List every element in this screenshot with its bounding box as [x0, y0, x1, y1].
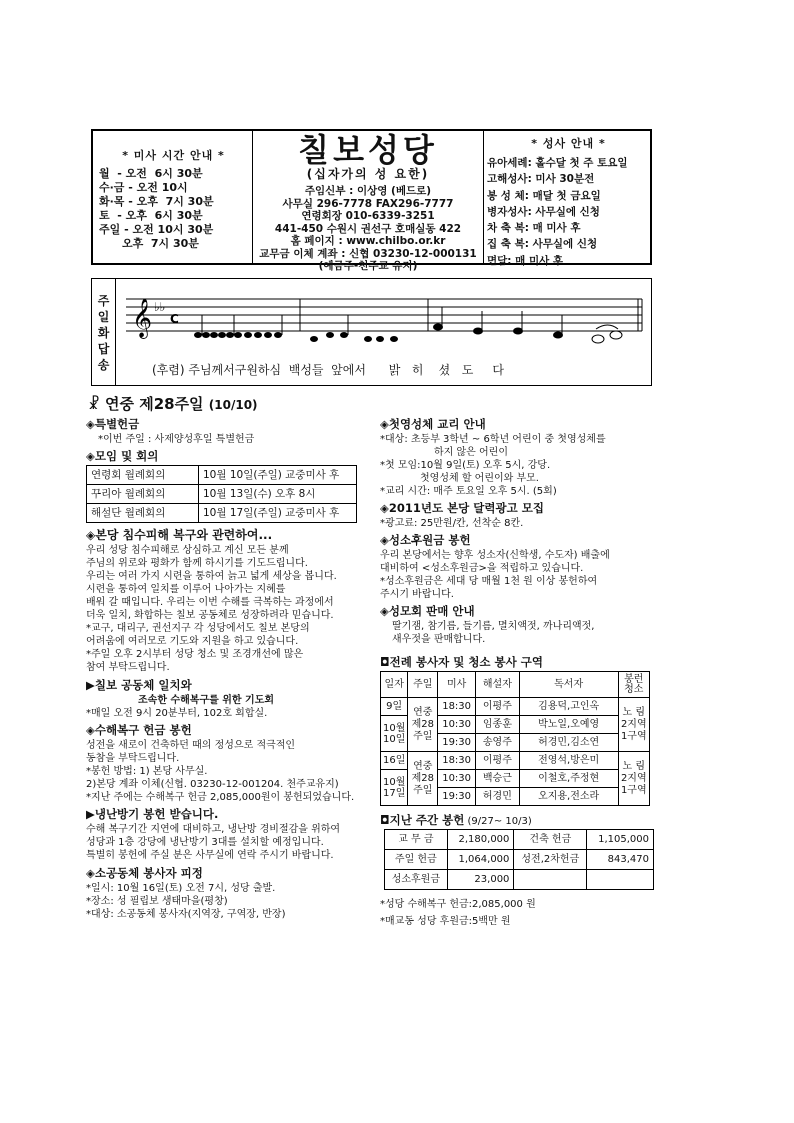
column-header: 미사	[438, 672, 476, 698]
mass-time-cell: 10:30	[438, 716, 476, 734]
communion-line: *대상: 초등부 3학년 ~ 6학년 어린이 중 첫영성체를	[380, 434, 606, 445]
donation-line: 동참을 부탁드립니다.	[86, 753, 180, 764]
commentator-cell: 이평주	[476, 752, 520, 770]
table-row	[385, 830, 654, 850]
date-cell: 16일	[381, 752, 408, 770]
meetings-table	[86, 465, 357, 523]
sacrament-row: 병자성사: 사무실에 신청	[487, 205, 600, 218]
mass-time-row: 수·금 - 오전 10시	[99, 181, 188, 194]
music-notes	[194, 324, 563, 343]
date-cell: 10월 17일	[381, 770, 408, 806]
vocation-line: 주시기 바랍니다.	[380, 589, 454, 600]
sacrament-row: 집 축 복: 사무실에 신청	[487, 238, 598, 251]
sunday-cell: 연중 제28 주일	[408, 752, 438, 806]
mass-times-panel	[93, 131, 253, 263]
flood-line: 시련을 통하여 일치를 이루어 나아가는 지혜를	[86, 584, 286, 595]
reader-cell: 허경민,김소연	[519, 734, 618, 752]
table-row	[385, 850, 654, 870]
offering-label: 주일 헌금	[385, 850, 448, 870]
offering-label: 성소후원금	[385, 870, 448, 890]
sunday-cell: 연중 제28 주일	[408, 698, 438, 752]
mass-time-row: 화·목 - 오후 7시 30분	[99, 195, 214, 208]
retreat-line: *일시: 10월 16일(토) 오전 7시, 성당 출발.	[86, 883, 276, 894]
meeting-time: 10월 10일(주일) 교중미사 후	[199, 466, 357, 485]
aircon-line: 특별히 봉헌에 주실 분은 사무실에 연락 주시기 바랍니다.	[86, 850, 334, 861]
mass-time-cell: 19:30	[438, 734, 476, 752]
table-row	[87, 485, 357, 504]
offering-table	[384, 829, 654, 890]
mass-time-cell: 19:30	[438, 788, 476, 806]
flood-line: 더욱 일치, 화합하는 칠보 공동체로 성장하려라 믿습니다.	[86, 610, 334, 621]
retreat-line: *장소: 성 필립보 생태마을(평창)	[86, 896, 228, 907]
special-offering-text: *이번 주일 : 사제양성후일 특별헌금	[98, 434, 255, 445]
church-info-line: 교무금 이체 계좌 : 신협 03230-12-000131	[259, 247, 477, 260]
mass-time-cell: 18:30	[438, 752, 476, 770]
commentator-cell: 백승근	[476, 770, 520, 788]
offering-amount: 23,000	[447, 870, 514, 890]
retreat-heading: ◈소공동체 봉사자 피정	[86, 866, 203, 880]
special-offering-heading: ◈특별헌금	[86, 417, 140, 431]
music-staff	[118, 285, 648, 357]
church-name: 칠보성당	[298, 131, 438, 169]
offering-heading: ◘지난 주간 봉헌	[380, 813, 465, 827]
meeting-name: 해설단 월례회의	[87, 504, 199, 523]
meeting-time: 10월 17일(주일) 교중미사 후	[199, 504, 357, 523]
offering-label: 건축 헌금	[514, 830, 587, 850]
psalm-side-char: 주	[97, 294, 110, 308]
retreat-line: *대상: 소공동체 봉사자(지역장, 구역장, 반장)	[86, 909, 286, 920]
reader-cell: 이철호,주정현	[519, 770, 618, 788]
donation-heading: ◈수해복구 헌금 봉헌	[86, 723, 192, 737]
psalm-lyrics: (후렴) 주님께서구원하심 백성들 앞에서 밝 히 셨 도 다	[152, 363, 504, 377]
cleaning-cell: 노 림 2지역 1구역	[618, 698, 649, 752]
flood-line: 참여 부탁드립니다.	[86, 662, 170, 673]
mass-time-cell: 18:30	[438, 698, 476, 716]
aircon-line: 성당과 1층 강당에 냉난방기 3대를 설치할 예정입니다.	[86, 837, 324, 848]
donation-line: *지난 주에는 수해복구 헌금 2,085,000원이 봉헌되었습니다.	[86, 792, 355, 803]
church-patron: (십자가의 성 요한)	[306, 167, 430, 181]
commentator-cell: 이평주	[476, 698, 520, 716]
sacraments-title: * 성사 안내 *	[531, 137, 606, 150]
table-header-row	[381, 672, 650, 698]
communion-line: 하지 않은 어린이	[434, 447, 508, 458]
offering-period: (9/27~ 10/3)	[467, 816, 532, 827]
psalm-side-char: 일	[97, 310, 110, 324]
offering-amount	[587, 870, 654, 890]
column-header: 주일	[408, 672, 438, 698]
date-cell: 10월 10일	[381, 716, 408, 752]
key-signature: ♭♭	[154, 300, 166, 314]
offering-label: 성전,2차헌금	[514, 850, 587, 870]
table-row	[381, 752, 650, 770]
sunday-name: 연중 제28주일	[105, 395, 204, 413]
meeting-time: 10월 13일(수) 오후 8시	[199, 485, 357, 504]
table-row	[385, 870, 654, 890]
flood-line: *주일 오후 2시부터 성당 청소 및 조경개선에 많은	[86, 649, 304, 660]
church-info-line: 연령회장 010-6339-3251	[301, 210, 435, 222]
column-header: 독서자	[519, 672, 618, 698]
church-info-line: 441-450 수원시 권선구 호매실동 422	[274, 222, 462, 235]
mass-time-row: 월 - 오전 6시 30분	[99, 167, 203, 180]
date-cell: 9일	[381, 698, 408, 716]
communion-line: 첫영성체 할 어린이와 부모.	[420, 473, 539, 484]
calendar-ad-heading: ◈2011년도 본당 달력광고 모집	[380, 501, 544, 515]
sacrament-row: 면담: 매 미사 후	[487, 254, 564, 267]
servers-heading: ◘전례 봉사자 및 청소 봉사 구역	[380, 655, 543, 669]
time-signature: C	[170, 312, 179, 326]
church-info-line: 주임신부 : 이상영 (베드로)	[304, 185, 432, 197]
offering-label: 교 무 금	[385, 830, 448, 850]
offering-amount: 843,470	[587, 850, 654, 870]
treble-clef: 𝄞	[132, 298, 153, 338]
mass-times-title: * 미사 시간 안내 *	[122, 149, 225, 162]
vocation-line: 우리 본당에서는 향후 성소자(신학생, 수도자) 배출에	[380, 550, 610, 561]
reader-cell: 김용덕,고인옥	[519, 698, 618, 716]
offering-amount: 1,064,000	[447, 850, 514, 870]
offering-amount: 2,180,000	[447, 830, 514, 850]
flood-line: 배워 갈 때입니다. 우리는 이번 수해를 극복하는 과정에서	[86, 597, 334, 608]
reader-cell: 오지용,전소라	[519, 788, 618, 806]
mass-time-row: 토 - 오후 6시 30분	[99, 209, 203, 222]
sunday-title	[88, 393, 258, 414]
psalm-side-char: 송	[97, 358, 110, 372]
reader-cell: 박노일,오예영	[519, 716, 618, 734]
sacrament-row: 봉 성 체: 매달 첫 금요일	[487, 189, 601, 202]
servers-table	[380, 671, 650, 806]
commentator-cell: 임종훈	[476, 716, 520, 734]
church-homepage: 홈 페이지 : www.chilbo.or.kr	[290, 235, 446, 247]
flood-line: 우리는 여러 가지 시련을 통하여 늙고 넓게 세상을 봅니다.	[86, 571, 337, 582]
aircon-line: 수해 복구기간 지연에 대비하고, 냉난방 경비절감을 위하여	[86, 824, 341, 835]
sacrament-row: 차 축 복: 매 미사 후	[487, 222, 581, 235]
chi-rho-icon: ☧	[88, 395, 100, 413]
psalm-side-char: 화	[97, 326, 110, 340]
offering-note: *매교동 성당 후원금:5백만 원	[380, 916, 511, 927]
commentator-cell: 허경민	[476, 788, 520, 806]
psalm-side-label	[92, 279, 116, 385]
sacrament-row: 유아세례: 홀수달 첫 주 토요일	[487, 157, 628, 169]
psalm-side-char: 답	[97, 342, 110, 356]
prayer-text: *매일 오전 9시 20분부터, 102호 회합실.	[86, 708, 268, 719]
mass-time-row: 주일 - 오전 10시 30분	[99, 223, 214, 236]
left-column	[86, 416, 374, 921]
calendar-ad-text: *광고료: 25만원/칸, 선착순 8칸.	[380, 518, 524, 529]
vocation-line: 대비하여 <성소후원금>을 적립하고 있습니다.	[380, 563, 584, 574]
sacrament-row: 고해성사: 미사 30분전	[487, 173, 595, 186]
right-column	[380, 416, 660, 928]
bazaar-line: 딸기잼, 참기름, 들기름, 멸치액젓, 까나리액젓,	[392, 621, 595, 632]
communion-heading: ◈첫영성체 교리 안내	[380, 417, 486, 431]
offering-note: *성당 수해복구 헌금:2,085,000 원	[380, 899, 536, 910]
prayer-subheading: 조속한 수해복구를 위한 기도회	[138, 695, 275, 706]
column-header: 봉런 청소	[618, 672, 649, 698]
bazaar-line: 새우젓을 판매합니다.	[392, 634, 486, 645]
aircon-heading: ▶냉난방기 봉헌 받습니다.	[86, 807, 219, 821]
flood-line: 어려움에 여러모로 기도와 지원을 하고 있습니다.	[86, 636, 299, 647]
psalm-music-box	[91, 278, 652, 386]
column-header: 일자	[381, 672, 408, 698]
church-info-line: 사무실 296-7778 FAX296-7777	[282, 197, 454, 210]
vocation-heading: ◈성소후원금 봉헌	[380, 533, 471, 547]
communion-line: *첫 모임:10월 9일(토) 오후 5시, 강당.	[380, 460, 551, 471]
mass-time-row: 오후 7시 30분	[99, 237, 199, 250]
church-info-line: (예금주-천주교 유지)	[318, 260, 418, 272]
communion-line: *교리 시간: 매주 토요일 오후 5시. (5회)	[380, 486, 557, 497]
prayer-heading: ▶칠보 공동체 일치와	[86, 678, 192, 692]
offering-amount: 1,105,000	[587, 830, 654, 850]
vocation-line: *성소후원금은 세대 당 매월 1천 원 이상 봉헌하여	[380, 576, 598, 587]
flood-heading: ◈본당 침수피해 복구와 관련하여...	[86, 528, 273, 542]
offering-title-row	[380, 812, 660, 829]
table-row	[381, 698, 650, 716]
meeting-name: 꾸리아 월례회의	[87, 485, 199, 504]
sacraments-panel	[484, 131, 650, 267]
cleaning-cell: 노 림 2지역 1구역	[618, 752, 649, 806]
table-row	[87, 504, 357, 523]
donation-line: 2)본당 계좌 이체(신협. 03230-12-001204. 천주교유지)	[86, 779, 339, 790]
commentator-cell: 송영주	[476, 734, 520, 752]
donation-line: 성전을 새로이 건축하던 때의 정성으로 적극적인	[86, 740, 296, 751]
donation-line: *봉헌 방법: 1) 본당 사무실.	[86, 766, 208, 777]
church-info-panel	[253, 131, 484, 272]
offering-label	[514, 870, 587, 890]
flood-line: 우리 성당 침수피해로 상심하고 계신 모든 분께	[86, 545, 289, 556]
flood-line: 주님의 위로와 평화가 함께 하시기를 기도드립니다.	[86, 558, 308, 569]
meetings-heading: ◈모임 및 회의	[86, 449, 159, 463]
flood-line: *교구, 대리구, 권선지구 각 성당에서도 칠보 본당의	[86, 623, 310, 634]
bazaar-heading: ◈성모회 판매 안내	[380, 604, 475, 618]
sunday-date: (10/10)	[208, 398, 258, 412]
bulletin-header	[91, 129, 652, 272]
column-header: 해설자	[476, 672, 520, 698]
table-row	[87, 466, 357, 485]
mass-time-cell: 10:30	[438, 770, 476, 788]
reader-cell: 전영석,방은미	[519, 752, 618, 770]
meeting-name: 연령회 월례회의	[87, 466, 199, 485]
